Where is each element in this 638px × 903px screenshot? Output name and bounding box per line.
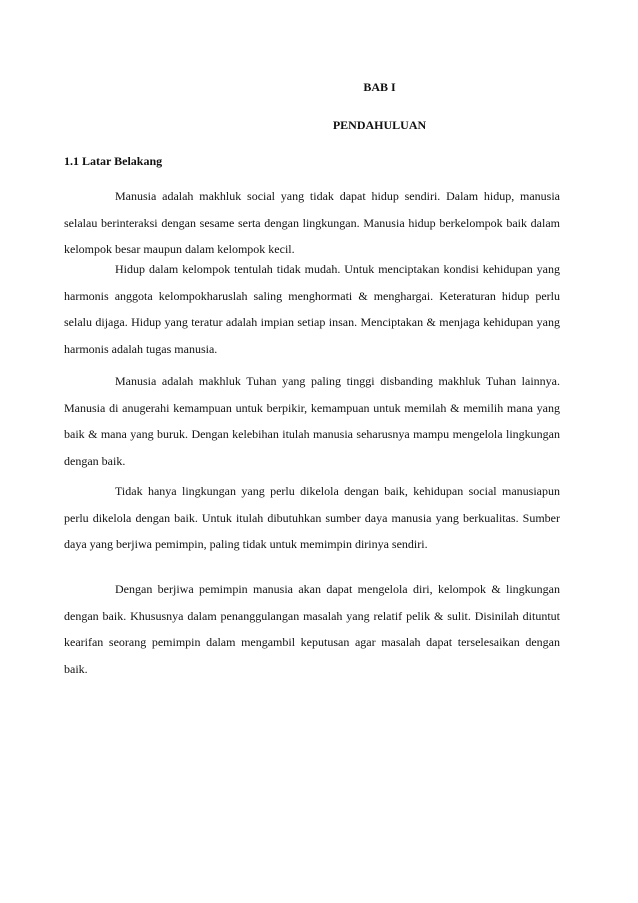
chapter-number: BAB I — [363, 80, 396, 94]
section-heading: 1.1 Latar Belakang — [64, 154, 163, 168]
paragraph: Tidak hanya lingkungan yang perlu dikelola dengan baik, kehidupan social manusiapun perlu dikelola dengan baik. Untuk itulah dibutuhkan sumber daya manusia yang berkualitas. Sumber daya yang berjiwa pemimpin, paling tidak untuk memimpin dirinya sendiri. — [64, 484, 560, 551]
paragraph: Manusia adalah makhluk social yang tidak dapat hidup sendiri. Dalam hidup, manusia selalau berinteraksi dengan sesame serta dengan lingkungan. Manusia hidup berkelompok baik dalam kelompok besar maupun dalam kelompok kecil. — [64, 189, 560, 256]
paragraph: Manusia adalah makhluk Tuhan yang paling tinggi disbanding makhluk Tuhan lainnya. Manusia di anugerahi kemampuan untuk berpikir, kemampuan untuk memilah & memilih mana yang baik & mana yang buruk. Dengan kelebihan itulah manusia seharusnya mampu mengelola lingkungan dengan baik. — [64, 374, 560, 468]
chapter-title: PENDAHULUAN — [332, 118, 427, 132]
paragraph: Dengan berjiwa pemimpin manusia akan dapat mengelola diri, kelompok & lingkungan dengan baik. Khususnya dalam penanggulangan masalah yang relatif pelik & sulit. Disinilah dituntut kearifan seorang pemimpin dalam mengambil keputusan agar masalah dapat terselesaikan dengan baik. — [64, 582, 560, 676]
paragraph: Hidup dalam kelompok tentulah tidak mudah. Untuk menciptakan kondisi kehidupan yang harmonis anggota kelompokharuslah saling menghormati & menghargai. Keteraturan hidup perlu selalu dijaga. Hidup yang teratur adalah impian setiap insan. Menciptakan & menjaga kehidupan yang harmonis adalah tugas manusia. — [64, 262, 560, 356]
